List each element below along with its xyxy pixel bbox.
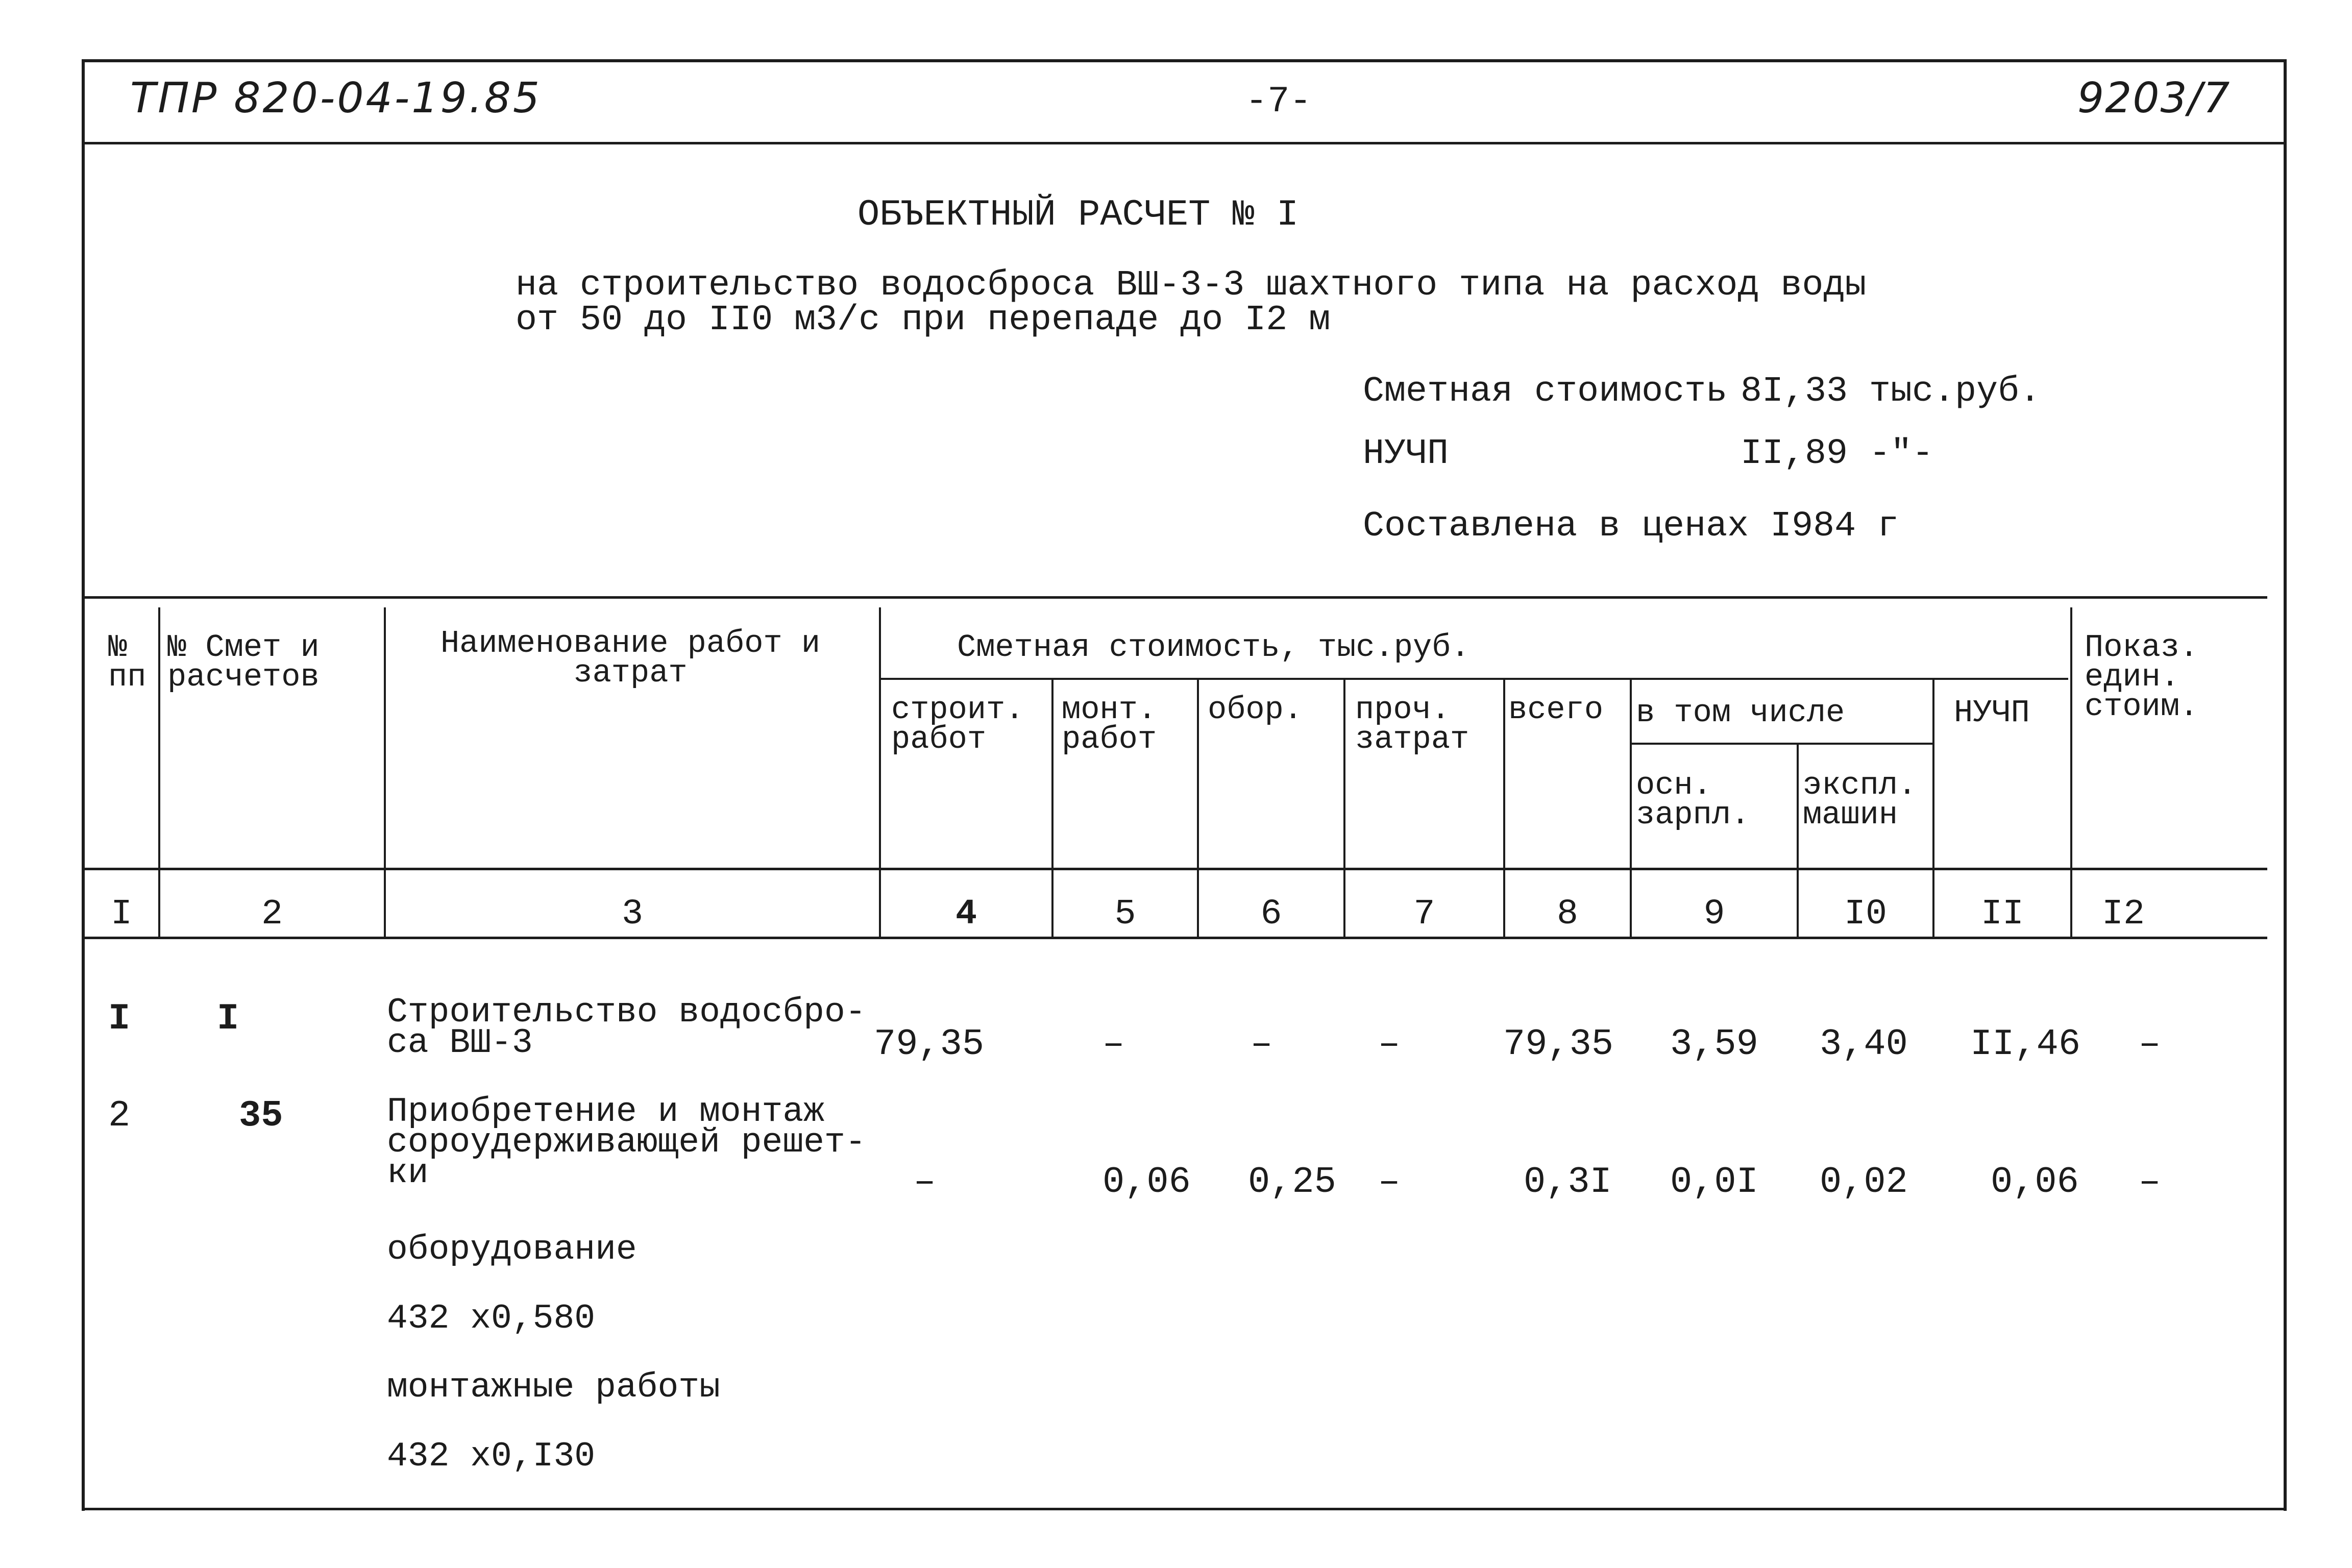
- row-number: 2: [108, 1095, 131, 1137]
- header-col-total: всего: [1508, 692, 1604, 728]
- row-build-cost: 79,35: [874, 1023, 985, 1065]
- vrule-2: [384, 607, 386, 938]
- incl-group-rule: [1631, 743, 1932, 745]
- header-col-name: Наименование работ и затрат: [440, 625, 821, 691]
- note-line: 432 х0,I30: [387, 1437, 596, 1476]
- row-name-line-2: са ВШ-3: [387, 1023, 533, 1063]
- row-name-line-3: ки: [387, 1154, 429, 1193]
- page-title: ОБЪЕКТНЫЙ РАСЧЕТ № I: [857, 194, 1299, 236]
- row-estimate: 35: [239, 1095, 283, 1137]
- column-number: 3: [621, 894, 643, 935]
- prices-year-note: Составлена в ценах I984 г: [1363, 506, 1899, 547]
- note-line: монтажные работы: [387, 1368, 720, 1407]
- estimated-cost-value: 8I,33 тыс.руб.: [1741, 372, 2041, 412]
- header-cost-group: Сметная стоимость, тыс.руб.: [957, 629, 1470, 666]
- vrule-11: [2070, 607, 2072, 938]
- row-total-cost: 79,35: [1503, 1023, 1614, 1065]
- header-divider: [82, 142, 2287, 144]
- row-other-cost: –: [1378, 1023, 1401, 1065]
- vrule-3: [879, 607, 881, 938]
- row-mount-cost: 0,06: [1102, 1161, 1191, 1203]
- header-bottom-rule: [82, 868, 2267, 870]
- table-top-rule: [82, 596, 2267, 599]
- row-number: I: [108, 998, 131, 1040]
- header-col-other: проч. затрат: [1355, 692, 1469, 757]
- column-number: 5: [1114, 894, 1136, 935]
- header-col-estimates: № Смет и расчетов: [167, 629, 320, 695]
- frame-bottom: [82, 1508, 2287, 1510]
- header-col-machines: экспл. машин: [1803, 767, 1917, 833]
- nuchp-label: НУЧП: [1363, 434, 1449, 474]
- frame-left: [82, 59, 85, 1511]
- frame-right: [2284, 59, 2287, 1511]
- row-salary: 3,59: [1670, 1023, 1758, 1065]
- column-number: 8: [1556, 894, 1578, 935]
- row-name-line-1: Приобретение и монтаж: [387, 1092, 824, 1132]
- note-line: оборудование: [387, 1230, 637, 1269]
- row-indicator: –: [2139, 1161, 2161, 1203]
- row-estimate: I: [217, 998, 239, 1040]
- row-other-cost: –: [1378, 1161, 1401, 1203]
- row-indicator: –: [2139, 1023, 2161, 1065]
- subtitle-line-2: от 50 до II0 м3/с при перепаде до I2 м: [516, 300, 1331, 340]
- row-nuchp: II,46: [1970, 1023, 2081, 1065]
- row-nuchp: 0,06: [1991, 1161, 2079, 1203]
- column-number: I2: [2101, 894, 2145, 935]
- row-salary: 0,0I: [1670, 1161, 1758, 1203]
- column-number: 6: [1260, 894, 1282, 935]
- note-line: 432 х0,580: [387, 1299, 596, 1338]
- header-incl-group: в том числе: [1636, 695, 1845, 731]
- column-number: I0: [1844, 894, 1887, 935]
- row-machines: 0,02: [1820, 1161, 1908, 1203]
- estimated-cost-label: Сметная стоимость: [1363, 372, 1728, 412]
- column-number: 7: [1413, 894, 1435, 935]
- subtitle-line-1: на строительство водосброса ВШ-3-3 шахтного типа на расход воды: [516, 265, 1867, 306]
- header-col-nuchp: НУЧП: [1954, 695, 2030, 731]
- header-col-indicator: Показ. един. стоим.: [2085, 629, 2199, 725]
- numbers-bottom-rule: [82, 937, 2267, 939]
- page-number: -7-: [1245, 81, 1312, 122]
- row-name-line-1: Строительство водосбро-: [387, 993, 866, 1032]
- header-col-mount: монт. работ: [1062, 692, 1157, 757]
- column-number: 4: [955, 894, 977, 935]
- row-mount-cost: –: [1102, 1023, 1125, 1065]
- doc-code: ТПР 820-04-19.85: [130, 74, 542, 122]
- header-col-salary: осн. зарпл.: [1636, 767, 1750, 833]
- column-number: 9: [1703, 894, 1725, 935]
- row-equip-cost: 0,25: [1248, 1161, 1336, 1203]
- vrule-1: [158, 607, 160, 938]
- row-total-cost: 0,3I: [1524, 1161, 1612, 1203]
- column-number: I: [110, 894, 132, 935]
- row-machines: 3,40: [1820, 1023, 1908, 1065]
- column-number: 2: [261, 894, 283, 935]
- row-equip-cost: –: [1251, 1023, 1273, 1065]
- cost-group-rule: [879, 678, 2068, 680]
- header-col-equip: обор.: [1208, 692, 1303, 728]
- row-build-cost: –: [914, 1161, 936, 1203]
- column-number: II: [1980, 894, 2024, 935]
- row-name-line-2: сороудерживающей решет-: [387, 1123, 866, 1162]
- sheet-code: 9203/7: [2077, 74, 2231, 122]
- nuchp-value: II,89 -"-: [1741, 434, 1934, 474]
- header-col-build: строит. работ: [891, 692, 1024, 757]
- header-col-num: № пп: [108, 629, 146, 695]
- frame-top: [82, 59, 2287, 62]
